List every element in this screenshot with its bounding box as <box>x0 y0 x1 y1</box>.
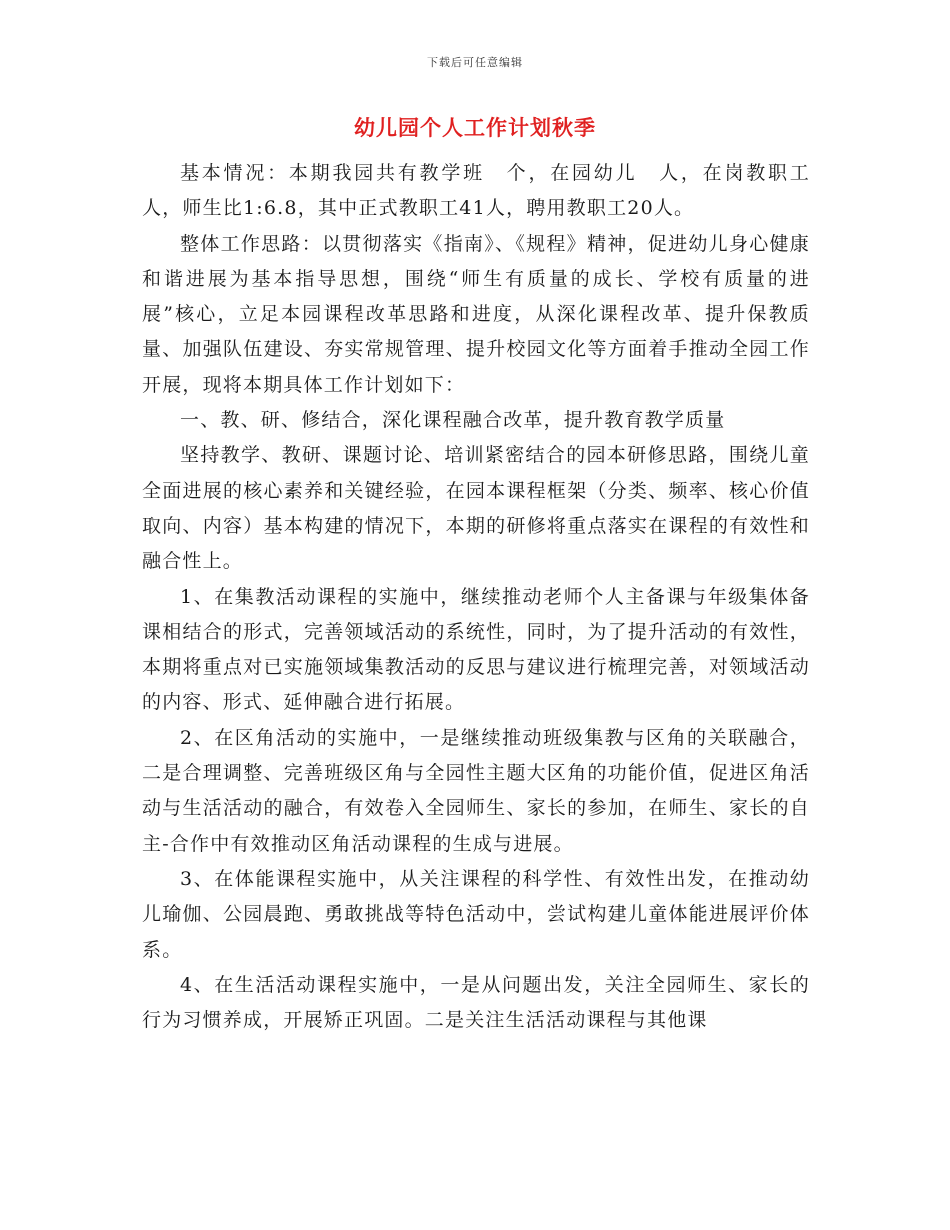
paragraph-section-one-heading: 一、教、研、修结合，深化课程融合改革，提升教育教学质量 <box>180 409 726 432</box>
paragraph-item-2: 2、在区角活动的实施中，一是继续推动班级集教与区角的关联融合，二是合理调整、完善班级区角与全园性主题大区角的功能价值，促进区角活动与生活活动的融合，有效卷入全园师生、家长的参加，在师生、家长的自主-合作中有效推动区角活动课程的生成与进展。 <box>142 726 810 855</box>
paragraph-item-3: 3、在体能课程实施中，从关注课程的科学性、有效性出发，在推动幼儿瑜伽、公园晨跑、勇敢挑战等特色活动中，尝试构建儿童体能进展评价体系。 <box>142 867 810 961</box>
document-title: 幼儿园个人工作计划秋季 <box>354 115 596 140</box>
paragraph-item-4: 4、在生活活动课程实施中，一是从问题出发，关注全园师生、家长的行为习惯养成，开展矫正巩固。二是关注生活活动课程与其他课 <box>142 973 810 1032</box>
paragraph-basic-situation: 基本情况：本期我园共有教学班 个，在园幼儿 人，在岗教职工 人，师生比1:6.8，其中正式教职工41人，聘用教职工20人。 <box>142 162 831 220</box>
paragraph-research-approach: 坚持教学、教研、课题讨论、培训紧密结合的园本研修思路，围绕儿童全面进展的核心素养和关键经验，在园本课程框架（分类、频率、核心价值取向、内容）基本构建的情况下，本期的研修将重点落实在课程的有效性和融合性上。 <box>142 444 810 573</box>
header-note: 下载后可任意编辑 <box>427 56 523 69</box>
document-body <box>142 156 831 1038</box>
paragraph-overall-approach: 整体工作思路：以贯彻落实《指南》、《规程》精神，促进幼儿身心健康和谐进展为基本指导思想，围绕“师生有质量的成长、学校有质量的进展”核心，立足本园课程改革思路和进度，从深化课程改革、提升保教质量、加强队伍建设、夯实常规管理、提升校园文化等方面着手推动全园工作开展，现将本期具体工作计划如下： <box>142 232 810 396</box>
paragraph-item-1: 1、在集教活动课程的实施中，继续推动老师个人主备课与年级集体备课相结合的形式，完善领域活动的系统性，同时，为了提升活动的有效性，本期将重点对已实施领域集教活动的反思与建议进行梳理完善，对领域活动的内容、形式、延伸融合进行拓展。 <box>142 585 810 714</box>
